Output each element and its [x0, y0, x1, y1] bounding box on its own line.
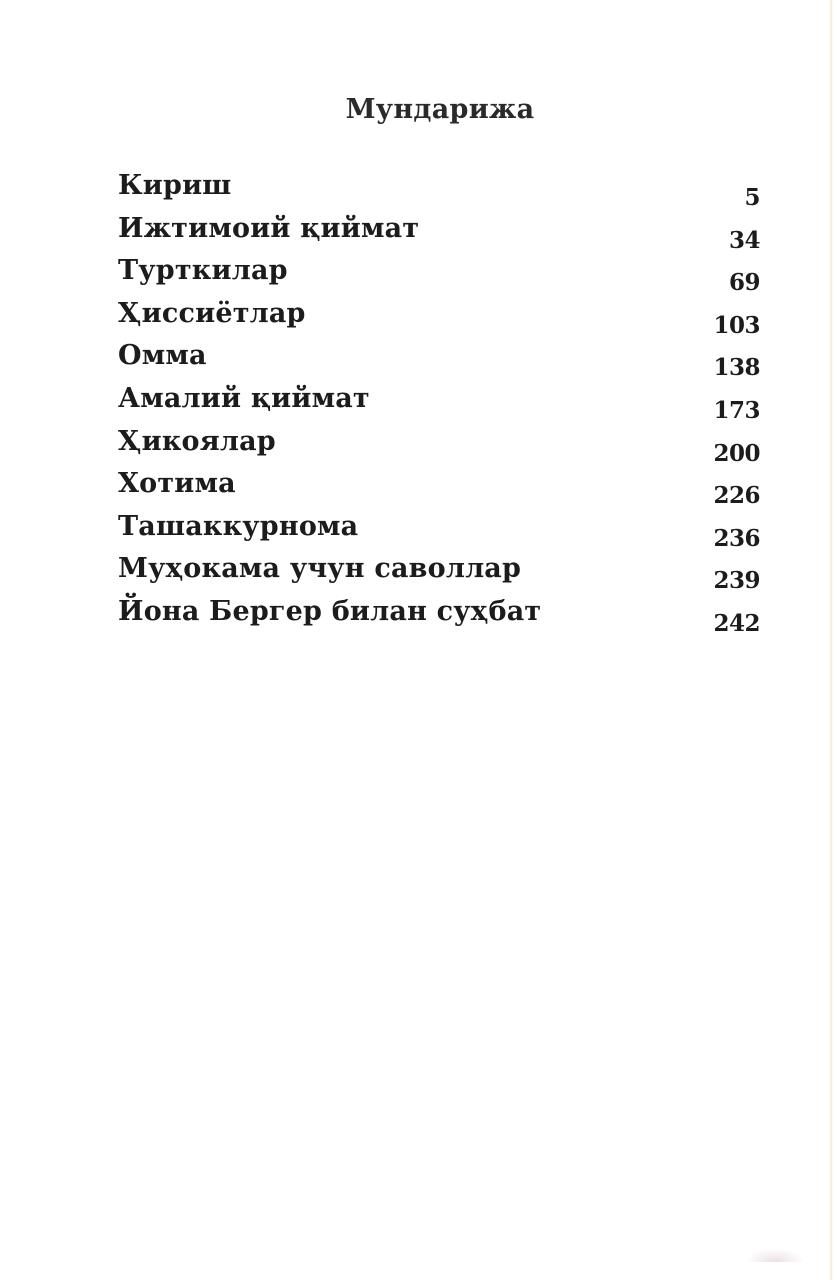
page-edge-shadow — [829, 0, 833, 1280]
toc-entry — [118, 468, 760, 511]
toc-entry-label: Амалий қиймат — [118, 382, 370, 414]
toc-entry — [118, 553, 760, 596]
toc-entry-label: Муҳокама учун саволлар — [118, 553, 522, 585]
toc-entry-label: Ижтимоий қиймат — [118, 212, 420, 244]
toc-entry-page-number: 239 — [713, 567, 760, 595]
table-of-contents — [118, 170, 760, 639]
toc-entry-label: Кириш — [118, 170, 232, 201]
toc-entry-page-number: 242 — [713, 609, 760, 637]
toc-entry — [118, 383, 760, 426]
toc-entry-page-number: 236 — [713, 524, 760, 552]
toc-entry — [118, 511, 760, 554]
toc-entry-label: Ҳиссиётлар — [118, 297, 306, 329]
toc-entry-page-number: 34 — [728, 226, 760, 254]
toc-entry-page-number: 103 — [713, 311, 760, 339]
page-title: Мундарижа — [345, 94, 535, 125]
toc-entry — [118, 340, 760, 383]
toc-entry-page-number: 173 — [713, 396, 760, 424]
toc-entry — [118, 255, 760, 298]
toc-entry-page-number: 138 — [713, 354, 760, 382]
toc-entry-page-number: 69 — [728, 269, 760, 297]
toc-entry-label: Йона Бергер билан суҳбат — [118, 595, 542, 627]
toc-entry-label: Омма — [118, 340, 207, 372]
toc-entry — [118, 298, 760, 341]
toc-entry-page-number: 5 — [744, 184, 760, 211]
toc-entry — [118, 213, 760, 256]
toc-entry-label: Турткилар — [118, 255, 288, 287]
toc-entry-label: Ташаккурнома — [118, 510, 359, 542]
toc-entry — [118, 426, 760, 469]
page-corner-mark — [745, 1248, 805, 1262]
toc-entry — [118, 596, 760, 639]
toc-entry-page-number: 226 — [713, 482, 760, 510]
toc-entry — [118, 170, 760, 213]
toc-entry-label: Ҳикоялар — [118, 425, 276, 457]
toc-entry-page-number: 200 — [713, 439, 760, 467]
toc-entry-label: Хотима — [118, 468, 236, 500]
